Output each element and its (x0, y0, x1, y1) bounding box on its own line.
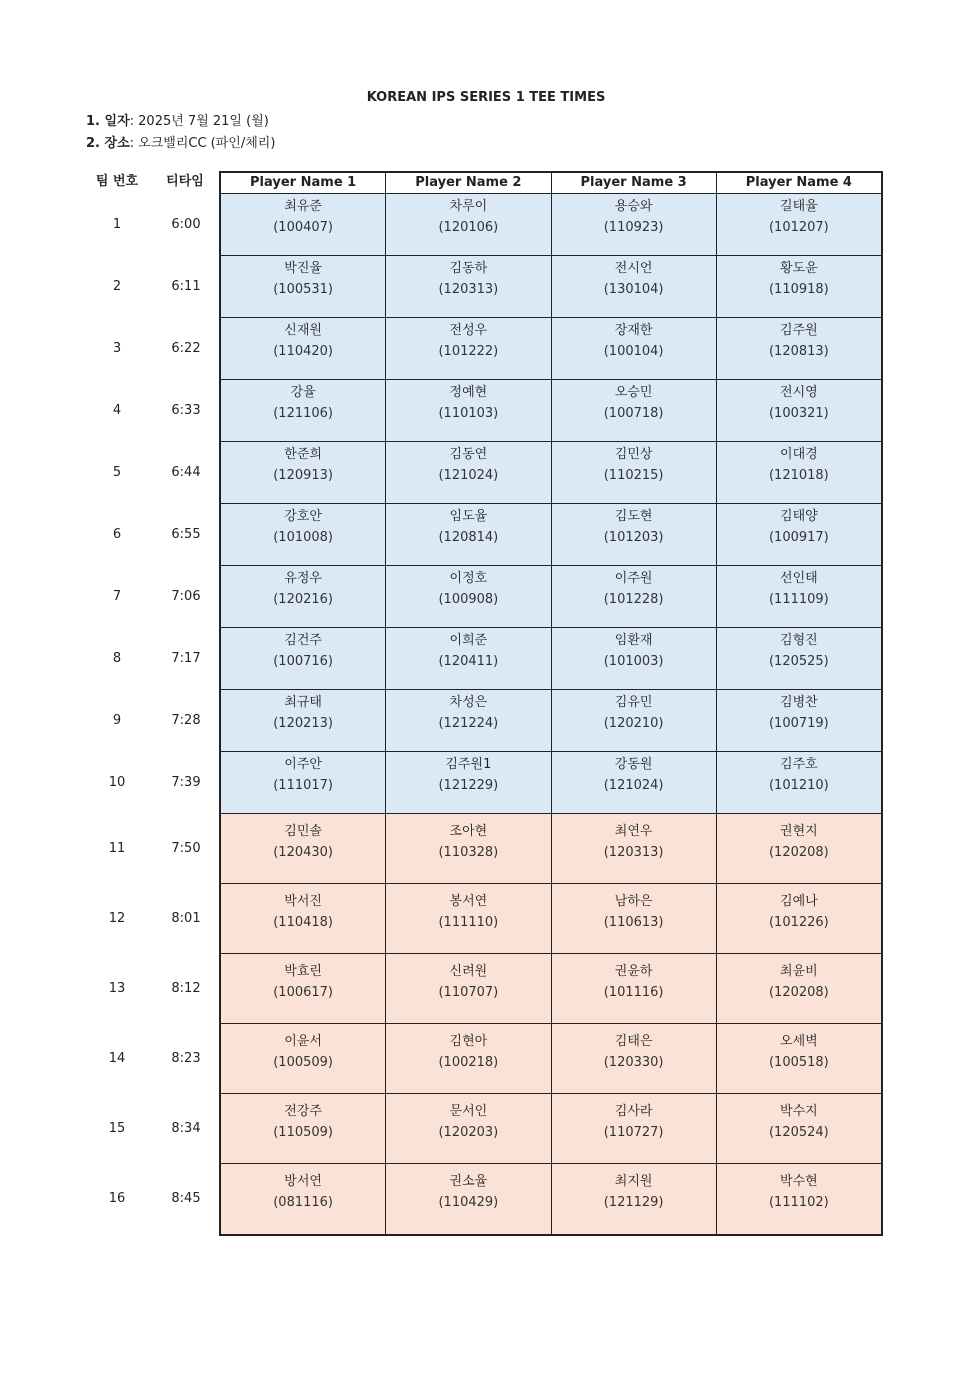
player-4-header: Player Name 4 (716, 173, 881, 193)
player-cell (385, 628, 550, 689)
team-number: 1 (112, 216, 122, 232)
player-cell (716, 954, 881, 1023)
player-name: 강율 (290, 385, 316, 400)
player-id: (110509) (273, 1125, 334, 1140)
player-cell (716, 194, 881, 255)
player-name: 문서인 (449, 1104, 488, 1119)
team-number: 9 (112, 712, 122, 728)
player-name: 용승와 (614, 199, 653, 214)
player-id: (120213) (273, 716, 334, 731)
team-time-row (86, 217, 217, 232)
player-cell (551, 442, 716, 503)
player-2-header: Player Name 2 (385, 173, 550, 193)
player-id: (121018) (768, 468, 829, 483)
tee-time-header: 티타임 (166, 174, 204, 189)
player-name: 이희준 (449, 633, 488, 648)
player-cell (385, 1094, 550, 1163)
player-cell (716, 628, 881, 689)
team-time-row (86, 841, 217, 856)
player-name: 권소율 (449, 1174, 488, 1189)
player-cell (716, 814, 881, 883)
player-cell (385, 884, 550, 953)
player-id: (120913) (273, 468, 334, 483)
player-id: (121024) (438, 468, 499, 483)
player-name: 최윤비 (780, 964, 818, 979)
team-time-row (86, 1191, 217, 1206)
player-id: (130104) (603, 282, 664, 297)
player-cell (385, 256, 550, 317)
player-cell (385, 566, 550, 627)
player-id: (101207) (768, 220, 829, 235)
player-id: (121224) (438, 716, 499, 731)
player-name: 김도현 (614, 509, 653, 524)
player-cell (221, 442, 385, 503)
player-cell (551, 566, 716, 627)
player-id: (111102) (768, 1195, 829, 1210)
player-id: (100518) (768, 1055, 829, 1070)
player-name: 신려원 (449, 964, 488, 979)
tee-time: 8:23 (171, 1050, 201, 1066)
player-name: 조아현 (449, 824, 488, 839)
team-number: 2 (112, 278, 122, 294)
player-id: (110923) (603, 220, 664, 235)
player-name: 박서진 (284, 894, 322, 909)
player-name: 이주원 (614, 571, 653, 586)
player-name: 박수현 (780, 1174, 818, 1189)
team-number: 11 (108, 840, 126, 856)
player-cell (221, 954, 385, 1023)
player-name: 이정호 (449, 571, 488, 586)
player-name: 김태양 (780, 509, 818, 524)
player-id: (100917) (768, 530, 829, 545)
team-time-row (86, 713, 217, 728)
tee-time: 7:50 (171, 840, 201, 856)
tee-time: 8:45 (171, 1190, 201, 1206)
tee-time: 6:55 (171, 526, 201, 542)
team-number: 5 (112, 464, 122, 480)
player-id: (100509) (273, 1055, 334, 1070)
player-name: 전시언 (614, 261, 653, 276)
player-cell (716, 318, 881, 379)
player-name: 최연우 (614, 824, 653, 839)
team-number: 15 (108, 1120, 126, 1136)
player-cell (221, 380, 385, 441)
table-row (221, 628, 881, 690)
player-id: (101003) (603, 654, 664, 669)
player-cell (551, 1094, 716, 1163)
team-number: 14 (108, 1050, 126, 1066)
team-number-header: 팀 번호 (95, 174, 139, 189)
player-name: 최지원 (614, 1174, 653, 1189)
player-cell (385, 814, 550, 883)
player-id: (120524) (768, 1125, 829, 1140)
player-name: 김예나 (780, 894, 818, 909)
player-id: (110429) (438, 1195, 499, 1210)
player-cell (385, 442, 550, 503)
player-id: (110418) (273, 915, 334, 930)
player-id: (120208) (768, 985, 829, 1000)
team-number: 3 (112, 340, 122, 356)
player-name: 신재원 (284, 323, 322, 338)
player-name: 최유준 (284, 199, 322, 214)
player-cell (221, 318, 385, 379)
tee-time: 6:44 (171, 464, 201, 480)
player-id: (101226) (768, 915, 829, 930)
tee-time: 6:11 (171, 278, 201, 294)
player-id: (101008) (273, 530, 334, 545)
player-cell (551, 814, 716, 883)
player-id: (120106) (438, 220, 499, 235)
player-cell (221, 1164, 385, 1234)
table-row (221, 380, 881, 442)
player-name: 박효린 (284, 964, 322, 979)
player-name: 황도윤 (780, 261, 818, 276)
player-name: 권윤하 (614, 964, 653, 979)
player-id: (120813) (768, 344, 829, 359)
player-cell (551, 256, 716, 317)
player-id: (101203) (603, 530, 664, 545)
player-cell (385, 954, 550, 1023)
page-title: KOREAN IPS SERIES 1 TEE TIMES (366, 90, 606, 105)
player-name: 방서연 (284, 1174, 322, 1189)
player-name: 길태율 (780, 199, 818, 214)
player-name: 오세벽 (780, 1034, 818, 1049)
player-name: 이윤서 (284, 1034, 322, 1049)
player-name: 김유민 (614, 695, 653, 710)
player-cell (716, 256, 881, 317)
player-id: (121024) (603, 778, 664, 793)
player-name: 김동하 (449, 261, 488, 276)
table-row (221, 318, 881, 380)
date-label: 1. 일자 (86, 114, 130, 129)
player-cell (221, 628, 385, 689)
player-cell (551, 884, 716, 953)
player-id: (110328) (438, 845, 499, 860)
team-time-row (86, 341, 217, 356)
player-cell (716, 752, 881, 813)
player-id: (120216) (273, 592, 334, 607)
player-id: (100407) (273, 220, 334, 235)
player-cell (221, 884, 385, 953)
player-cell (221, 814, 385, 883)
player-cell (716, 690, 881, 751)
tee-time: 8:01 (171, 910, 201, 926)
player-name: 김사라 (614, 1104, 653, 1119)
player-id: (110103) (438, 406, 499, 421)
table-row (221, 954, 881, 1024)
player-cell (385, 318, 550, 379)
player-name: 전시영 (780, 385, 818, 400)
player-id: (110707) (438, 985, 499, 1000)
player-name: 김주호 (780, 757, 818, 772)
player-cell (551, 752, 716, 813)
team-number: 12 (108, 910, 126, 926)
player-name: 강동원 (614, 757, 653, 772)
player-id: (100531) (273, 282, 334, 297)
team-time-row (86, 465, 217, 480)
player-id: (121129) (603, 1195, 664, 1210)
player-id: (111110) (438, 915, 499, 930)
player-cell (221, 690, 385, 751)
tee-time: 7:17 (171, 650, 201, 666)
player-name: 최규태 (284, 695, 322, 710)
team-time-row (86, 1051, 217, 1066)
tee-time: 8:12 (171, 980, 201, 996)
table-row (221, 1094, 881, 1164)
player-cell (221, 1024, 385, 1093)
player-name: 봉서연 (449, 894, 488, 909)
player-name: 김병찬 (780, 695, 818, 710)
table-row (221, 256, 881, 318)
player-id: (120313) (438, 282, 499, 297)
player-cell (385, 380, 550, 441)
player-name: 김형진 (780, 633, 818, 648)
player-name: 차성은 (449, 695, 488, 710)
event-date (86, 110, 269, 129)
team-number: 13 (108, 980, 126, 996)
team-time-row (86, 527, 217, 542)
player-cell (551, 690, 716, 751)
team-time-row (86, 403, 217, 418)
player-name: 김민상 (614, 447, 653, 462)
player-cell (221, 194, 385, 255)
player-name: 정예현 (449, 385, 488, 400)
player-id: (081116) (273, 1195, 334, 1210)
player-id: (100218) (438, 1055, 499, 1070)
player-id: (100716) (273, 654, 334, 669)
tee-time: 7:06 (171, 588, 201, 604)
player-name: 장재한 (614, 323, 653, 338)
player-cell (716, 442, 881, 503)
player-cell (385, 504, 550, 565)
player-name: 전성우 (449, 323, 488, 338)
player-cell (716, 1024, 881, 1093)
player-name: 선인태 (780, 571, 818, 586)
table-row (221, 504, 881, 566)
player-cell (221, 1094, 385, 1163)
team-time-row (86, 279, 217, 294)
tee-time: 6:33 (171, 402, 201, 418)
table-row (221, 814, 881, 884)
player-id: (100617) (273, 985, 334, 1000)
player-id: (110215) (603, 468, 664, 483)
player-3-header: Player Name 3 (551, 173, 716, 193)
player-cell (385, 752, 550, 813)
team-time-row (86, 589, 217, 604)
table-row (221, 884, 881, 954)
player-id: (120210) (603, 716, 664, 731)
player-name: 강호안 (284, 509, 322, 524)
player-cell (551, 194, 716, 255)
player-id: (100718) (603, 406, 664, 421)
player-id: (110420) (273, 344, 334, 359)
player-cell (551, 628, 716, 689)
place-value: : 오크밸리CC (파인/체리) (129, 136, 276, 151)
player-cell (221, 256, 385, 317)
player-cell (716, 1094, 881, 1163)
player-id: (101116) (603, 985, 664, 1000)
player-cell (385, 1024, 550, 1093)
player-cell (551, 504, 716, 565)
team-number: 4 (112, 402, 122, 418)
player-id: (100908) (438, 592, 499, 607)
player-id: (120814) (438, 530, 499, 545)
player-name: 박진율 (284, 261, 322, 276)
table-row (221, 194, 881, 256)
player-cell (385, 690, 550, 751)
player-id: (121106) (273, 406, 334, 421)
player-cell (221, 752, 385, 813)
table-row (221, 1024, 881, 1094)
player-name: 김주원 (780, 323, 818, 338)
table-row (221, 442, 881, 504)
player-name: 이대경 (780, 447, 818, 462)
player-cell (551, 954, 716, 1023)
player-id: (110727) (603, 1125, 664, 1140)
player-name: 임환재 (614, 633, 653, 648)
player-id: (120208) (768, 845, 829, 860)
player-name: 김현아 (449, 1034, 488, 1049)
team-time-row (86, 911, 217, 926)
table-row (221, 566, 881, 628)
player-id: (120411) (438, 654, 499, 669)
tee-time: 7:39 (171, 774, 201, 790)
team-number: 8 (112, 650, 122, 666)
table-header-row (221, 173, 881, 194)
tee-times-table (219, 171, 883, 1236)
team-time-row (86, 775, 217, 790)
player-cell (385, 1164, 550, 1234)
player-name: 남하은 (614, 894, 653, 909)
player-name: 김주원1 (445, 757, 492, 772)
player-id: (100719) (768, 716, 829, 731)
player-1-header: Player Name 1 (250, 175, 357, 190)
team-number: 6 (112, 526, 122, 542)
player-name: 차루이 (449, 199, 488, 214)
player-name: 김동연 (449, 447, 488, 462)
player-name: 김태은 (614, 1034, 653, 1049)
tee-time: 7:28 (171, 712, 201, 728)
player-id: (120203) (438, 1125, 499, 1140)
player-id: (101228) (603, 592, 664, 607)
team-time-row (86, 1121, 217, 1136)
date-value: : 2025년 7월 21일 (월) (129, 114, 269, 129)
player-name: 김건주 (284, 633, 322, 648)
player-name: 오승민 (614, 385, 653, 400)
player-cell (551, 380, 716, 441)
team-number: 16 (108, 1190, 126, 1206)
team-time-row (86, 651, 217, 666)
player-cell (716, 1164, 881, 1234)
table-row (221, 752, 881, 814)
player-id: (110613) (603, 915, 664, 930)
table-row (221, 690, 881, 752)
player-id: (111109) (768, 592, 829, 607)
player-cell (716, 884, 881, 953)
player-id: (120313) (603, 845, 664, 860)
player-cell (716, 504, 881, 565)
player-name: 전강주 (284, 1104, 322, 1119)
table-row (221, 1164, 881, 1234)
player-cell (221, 566, 385, 627)
player-name: 권현지 (780, 824, 818, 839)
player-name: 한준희 (284, 447, 322, 462)
player-id: (100321) (768, 406, 829, 421)
player-id: (120430) (273, 845, 334, 860)
player-cell (551, 1164, 716, 1234)
place-label: 2. 장소 (86, 136, 130, 151)
player-id: (111017) (273, 778, 334, 793)
player-cell (221, 504, 385, 565)
team-number: 7 (112, 588, 122, 604)
player-id: (110918) (768, 282, 829, 297)
player-cell (716, 566, 881, 627)
player-id: (120330) (603, 1055, 664, 1070)
player-name: 박수지 (780, 1104, 818, 1119)
player-cell (551, 1024, 716, 1093)
player-cell (551, 318, 716, 379)
player-id: (120525) (768, 654, 829, 669)
team-number: 10 (108, 774, 126, 790)
player-name: 이주안 (284, 757, 322, 772)
table-body (221, 194, 881, 1234)
player-name: 김민솔 (284, 824, 322, 839)
tee-time: 8:34 (171, 1120, 201, 1136)
player-name: 임도율 (449, 509, 488, 524)
tee-time: 6:00 (171, 216, 201, 232)
player-cell (385, 194, 550, 255)
player-name: 유정우 (284, 571, 322, 586)
player-id: (100104) (603, 344, 664, 359)
player-id: (101222) (438, 344, 499, 359)
player-id: (101210) (768, 778, 829, 793)
event-venue (86, 132, 275, 151)
player-cell (716, 380, 881, 441)
team-time-row (86, 981, 217, 996)
tee-time: 6:22 (171, 340, 201, 356)
player-id: (121229) (438, 778, 499, 793)
